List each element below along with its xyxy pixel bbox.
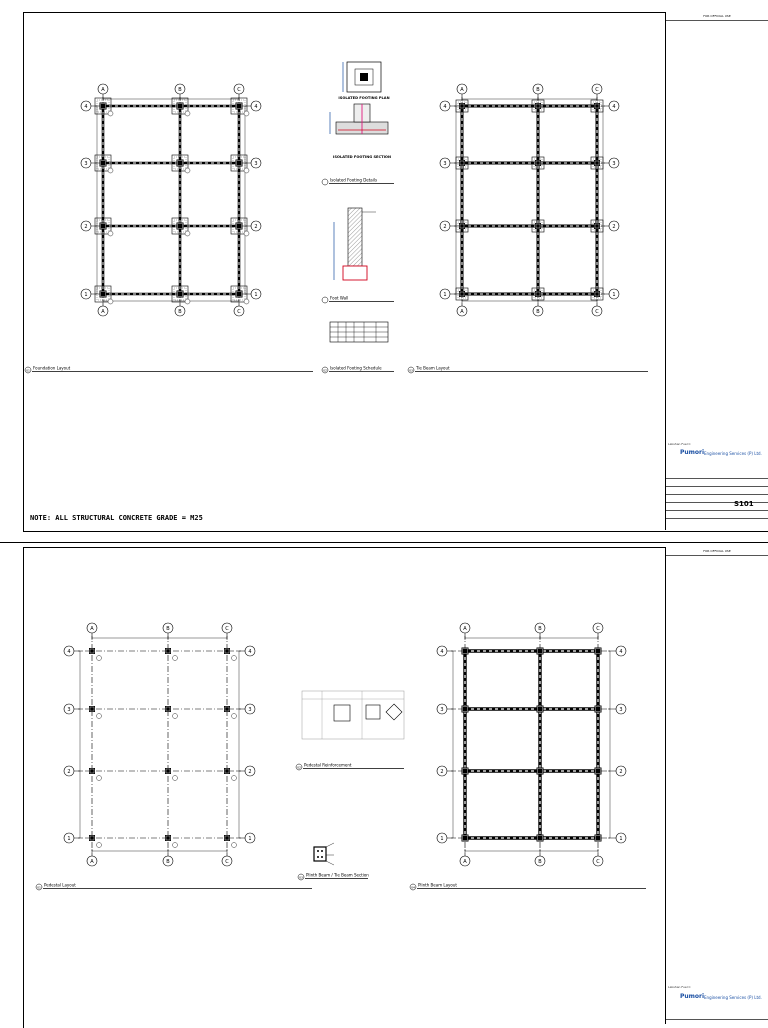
grid-bubble-label: C [595,309,599,315]
footing-tag [97,776,102,781]
grid-bubble-label: 2 [248,769,252,775]
drawing-sheet-1 [0,12,768,532]
grid-bubble-label: 1 [619,836,623,842]
view-number: 01 [37,885,41,890]
beam-section-leader [326,843,334,847]
grid-bubble-label: 1 [612,292,616,298]
view-title: Tie Beam Layout [416,365,450,371]
title-block-rule [666,20,768,21]
title-block-rule [666,494,768,495]
grid-bubble-label: 2 [254,224,258,230]
footing-tag [173,776,178,781]
view-title: Isolated Footing Details [330,177,378,183]
view-number: 02 [297,765,301,770]
title-block-heading: FOR OFFICIAL USE [703,549,731,553]
grid-bubble-label: 2 [84,224,88,230]
footing-tag [173,714,178,719]
grid-bubble-label: C [596,859,600,865]
beam-section-outline [314,847,326,861]
view-title: Foundation Layout [33,365,71,371]
footing-tag [244,168,249,173]
grid-bubble-label: 4 [67,649,71,655]
grid-bubble-label: 2 [619,769,623,775]
view-number: 03 [409,368,413,373]
footing-tag [97,843,102,848]
grid-bubble-label: B [536,309,540,315]
grid-bubble-label: 3 [440,707,444,713]
footing-plan-column [360,73,368,81]
grid-bubble-label: 4 [612,104,616,110]
title-block-rule [666,486,768,487]
grid-bubble-label: A [90,859,94,865]
footing-tag [232,776,237,781]
title-block-rule [666,555,768,556]
view-number-bubble [322,179,328,185]
concrete-grade-note: NOTE: ALL STRUCTURAL CONCRETE GRADE = M25 [30,514,203,522]
grid-bubble-label: B [166,859,170,865]
grid-bubble-label: 3 [254,161,258,167]
footing-tag [232,843,237,848]
company-logo: Pumori [680,993,705,1000]
grid-bubble-label: C [225,859,229,865]
beam-section-bar [321,856,323,858]
title-block-1 [665,12,768,530]
grid-bubble-label: A [463,626,467,632]
view-number: 04 [411,885,415,890]
grid-bubble-label: 1 [248,836,252,842]
footing-tag [232,656,237,661]
grid-bubble-label: A [460,309,464,315]
footing-tag [185,299,190,304]
sheet-separator [0,542,768,543]
grid-bubble-label: B [538,626,542,632]
grid-bubble-label: 2 [440,769,444,775]
sheet-number: S101 [734,500,754,508]
view-number: 03 [299,875,303,880]
view-number: 02 [323,368,327,373]
company-name: Engineering Services (P) Ltd. [704,451,762,456]
grid-bubble-label: C [237,309,241,315]
footing-tag [244,299,249,304]
footing-tag [173,656,178,661]
grid-bubble-label: A [460,87,464,93]
footing-section-label: ISOLATED FOOTING SECTION [332,155,392,159]
client-label: Lakshan Fuel C [668,985,691,989]
beam-section-bar [317,856,319,858]
grid-bubble-label: A [90,626,94,632]
drawing-sheet-2 [0,547,768,1024]
foot-wall-footing [343,266,367,280]
footing-tag [97,656,102,661]
view-number-bubble [322,297,328,303]
view-title: Isolated Footing Schedule [330,365,382,371]
grid-bubble-label: C [225,626,229,632]
grid-bubble-label: 1 [443,292,447,298]
footing-tag [108,299,113,304]
title-block-rule [666,518,768,519]
grid-bubble-label: 3 [248,707,252,713]
footing-plan-label: ISOLATED FOOTING PLAN [338,96,390,100]
grid-bubble-label: 2 [67,769,71,775]
grid-bubble-label: 4 [84,104,88,110]
grid-bubble-label: 1 [84,292,88,298]
grid-bubble-label: 3 [619,707,623,713]
view-title: Plinth Beam / Tie Beam Section [306,872,369,878]
footing-tag [108,168,113,173]
footing-tag [97,714,102,719]
grid-bubble-label: 1 [254,292,258,298]
beam-section-leader [326,861,334,865]
grid-bubble-label: B [178,87,182,93]
sheet-2-drawing [0,547,768,1024]
view-title: Foot Wall [330,295,349,301]
grid-bubble-label: 2 [612,224,616,230]
footing-tag [173,843,178,848]
grid-bubble-label: 4 [443,104,447,110]
company-logo: Pumori [680,449,705,456]
grid-bubble-label: 1 [67,836,71,842]
grid-bubble-label: 3 [84,161,88,167]
view-title: Pedestal Reinforcement [304,762,352,768]
client-label: Lakshan Fuel C [668,442,691,446]
footing-tag [244,111,249,116]
foot-wall-body [348,208,362,266]
grid-bubble-label: B [538,859,542,865]
grid-bubble-label: A [101,309,105,315]
title-block-rule [666,510,768,511]
sheet-1-drawing [0,12,768,532]
title-block-heading: FOR OFFICIAL USE [703,14,731,18]
footing-tag [185,111,190,116]
view-number: 01 [26,368,30,373]
grid-bubble-label: 2 [443,224,447,230]
view-title: Pedestal Layout [44,882,76,888]
grid-bubble-label: C [595,87,599,93]
view-title: Plinth Beam Layout [418,882,457,888]
grid-bubble-label: 3 [443,161,447,167]
grid-bubble-label: 4 [440,649,444,655]
title-block-rule [666,478,768,479]
grid-bubble-label: A [101,87,105,93]
grid-bubble-label: 4 [248,649,252,655]
grid-bubble-label: 4 [619,649,623,655]
grid-bubble-label: 3 [67,707,71,713]
grid-bubble-label: 3 [612,161,616,167]
grid-bubble-label: 1 [440,836,444,842]
grid-bubble-label: B [166,626,170,632]
grid-bubble-label: B [178,309,182,315]
footing-tag [232,714,237,719]
grid-bubble-label: C [237,87,241,93]
company-name: Engineering Services (P) Ltd. [704,995,762,1000]
footing-tag [185,168,190,173]
beam-section-bar [317,850,319,852]
grid-bubble-label: C [596,626,600,632]
footing-tag [108,231,113,236]
title-block-rule [666,1019,768,1020]
beam-section-bar [321,850,323,852]
grid-bubble-label: B [536,87,540,93]
grid-bubble-label: A [463,859,467,865]
footing-tag [244,231,249,236]
grid-bubble-label: 4 [254,104,258,110]
title-block-2 [665,547,768,1024]
footing-tag [108,111,113,116]
footing-tag [185,231,190,236]
